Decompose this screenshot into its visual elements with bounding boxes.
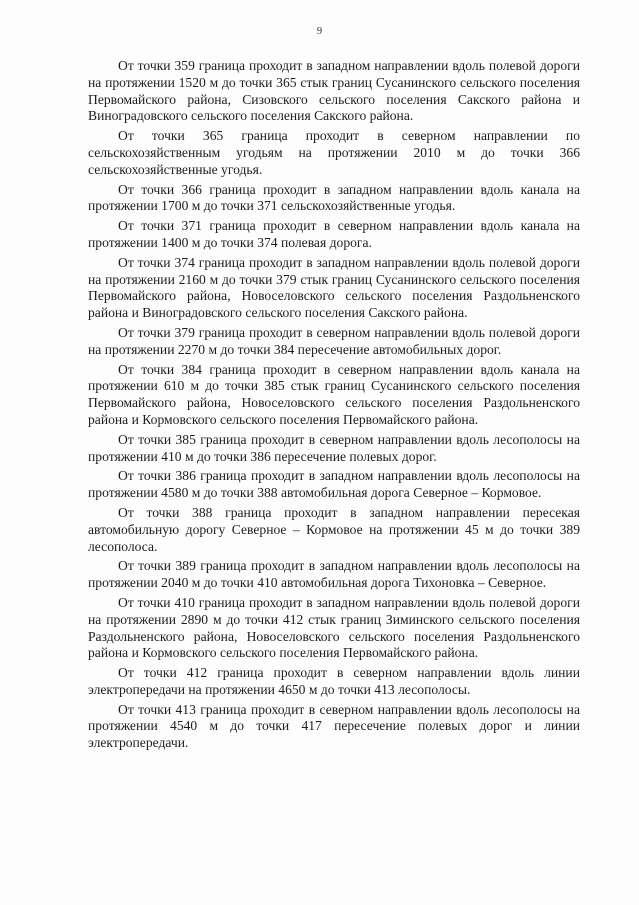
paragraph: От точки 386 граница проходит в западном направлении вдоль лесополосы на протяжении 4580 м до точки 388 автомобильная дорога Северное – Кормовое. <box>88 468 580 501</box>
page-number: 9 <box>316 26 323 37</box>
paragraph: От точки 374 граница проходит в западном направлении вдоль полевой дороги на протяжении 2160 м до точки 379 стык границ Сусанинского сельского поселения Первомайского района, Новоселовского сельского поселения Раздольненского района и Виноградовского сельского поселения Сакского района. <box>88 254 580 321</box>
paragraph: От точки 389 граница проходит в западном направлении вдоль лесополосы на протяжении 2040 м до точки 410 автомобильная дорога Тихоновка – Северное. <box>88 558 580 591</box>
paragraph: От точки 412 граница проходит в северном направлении вдоль линии электропередачи на протяжении 4650 м до точки 413 лесополосы. <box>88 665 580 697</box>
paragraph: От точки 410 граница проходит в западном направлении вдоль полевой дороги на протяжении 2890 м до точки 412 стык границ Зиминского сельского поселения Раздольненского района, Новоселовского сельского поселения Раздольненского района и Кормовского сельского поселения Первомайского района. <box>88 594 580 661</box>
document-body <box>88 58 580 755</box>
paragraph: От точки 366 граница проходит в западном направлении вдоль канала на протяжении 1700 м до точки 371 сельскохозяйственные угодья. <box>88 181 580 214</box>
paragraph: От точки 359 граница проходит в западном направлении вдоль полевой дороги на протяжении 1520 м до точки 365 стык границ Сусанинского сельского поселения Первомайского района, Сизовского сельского поселения Сакского района и Виноградовского сельского поселения Сакского района. <box>88 58 580 124</box>
paragraph: От точки 379 граница проходит в северном направлении вдоль полевой дороги на протяжении 2270 м до точки 384 пересечение автомобильных дорог. <box>88 324 580 357</box>
paragraph: От точки 413 граница проходит в северном направлении вдоль лесополосы на протяжении 4540 м до точки 417 пересечение полевых дорог и линии электропередачи. <box>88 701 580 751</box>
paragraph: От точки 365 граница проходит в северном направлении по сельскохозяйственным угодьям на протяжении 2010 м до точки 366 сельскохозяйственные угодья. <box>88 128 580 177</box>
paragraph: От точки 371 граница проходит в северном направлении вдоль канала на протяжении 1400 м до точки 374 полевая дорога. <box>88 218 580 250</box>
paragraph: От точки 384 граница проходит в северном направлении вдоль канала на протяжении 610 м до точки 385 стык границ Сусанинского сельского поселения Первомайского района, Новоселовского сельского поселения Раздольненского района и Кормовского сельского поселения Первомайского района. <box>88 361 580 427</box>
paragraph: От точки 388 граница проходит в западном направлении пересекая автомобильную дорогу Северное – Кормовое на протяжении 45 м до точки 389 лесополоса. <box>88 504 580 554</box>
paragraph: От точки 385 граница проходит в северном направлении вдоль лесополосы на протяжении 410 м до точки 386 пересечение полевых дорог. <box>88 431 580 464</box>
